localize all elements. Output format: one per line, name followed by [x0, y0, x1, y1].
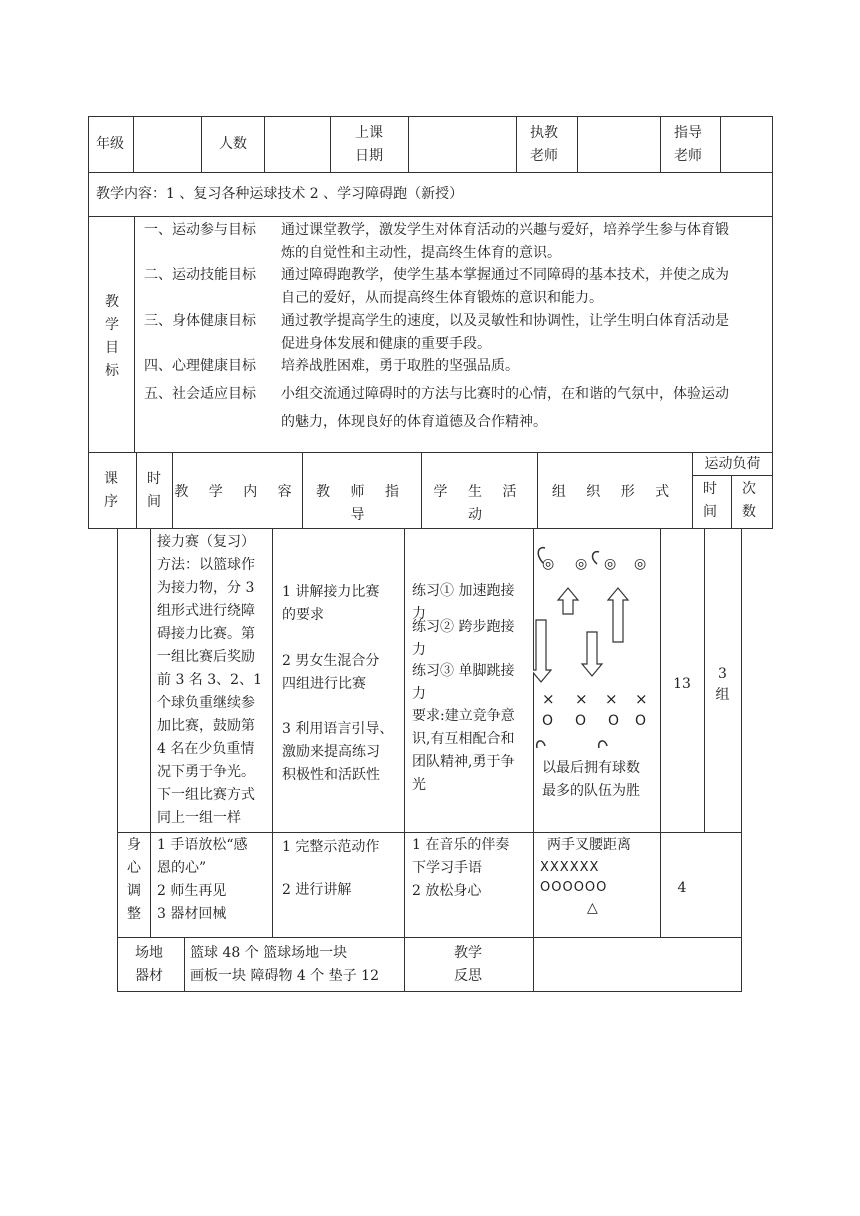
reflection-label: 反思 — [454, 968, 482, 984]
relay-student-line: 练习② 跨步跑接 — [412, 619, 515, 635]
col-organization: 组 织 形 式 — [551, 484, 678, 500]
date-label-line2: 日期 — [355, 148, 383, 164]
relax-formation-line: OOOOOO — [540, 880, 608, 895]
col-load-count: 次 — [742, 481, 756, 497]
up-arrow-icon — [558, 588, 578, 614]
relay-content-line: 碍接力比赛。第 — [157, 626, 255, 642]
relax-content-line: 3 器材回械 — [157, 906, 227, 922]
relay-content-line: 方法：以篮球作 — [157, 557, 255, 573]
relax-content-line: 2 师生再见 — [157, 883, 227, 899]
teacher-label-line2: 老师 — [530, 148, 558, 164]
relay-teacher-line: 积极性和活跃性 — [282, 767, 380, 783]
obstacle-mark: ◎ — [542, 556, 555, 572]
relay-teacher-line: 1 讲解接力比赛 — [282, 584, 380, 600]
relay-load-count: 组 — [715, 687, 730, 703]
obstacle-mark: ◎ — [575, 556, 588, 572]
relay-student-line: 力 — [412, 642, 426, 658]
reflection-label: 教学 — [454, 945, 482, 961]
objectives-label-char: 目 — [105, 340, 119, 356]
obstacle-mark: ◎ — [604, 556, 617, 572]
relax-student-line: 下学习手语 — [412, 860, 482, 876]
relay-teacher-line: 四组进行比赛 — [282, 676, 366, 692]
relay-load-count: 3 — [718, 666, 727, 682]
player-o-mark: O — [635, 713, 647, 729]
relay-teacher-line: 2 男女生混合分 — [282, 653, 380, 669]
down-arrow-icon — [582, 632, 602, 676]
venue-label: 场地 — [135, 945, 163, 961]
relax-student-line: 2 放松身心 — [412, 883, 482, 899]
date-label-line1: 上课 — [355, 125, 383, 141]
relax-label-char: 调 — [127, 883, 141, 899]
relay-content-line: 前 3 名 3、2、1 — [157, 672, 262, 688]
teacher-triangle-icon: △ — [587, 900, 598, 916]
relay-content-line: 为接力物，分 3 — [157, 580, 255, 596]
relay-content-line: 同上一组一样 — [157, 810, 241, 826]
col-load-time: 时 — [703, 481, 717, 497]
col-sequence: 课 — [104, 471, 118, 487]
relax-teacher-line: 2 进行讲解 — [282, 882, 352, 898]
guide-label-line1: 指导 — [674, 125, 702, 141]
relay-student-line: 要求:建立竞争意 — [412, 708, 515, 724]
player-x-mark: × — [575, 690, 588, 708]
relay-teacher-line: 3 利用语言引导、 — [282, 721, 394, 737]
relay-content-line: 下一组比赛方式 — [157, 787, 255, 803]
objectives-label-char: 标 — [105, 363, 119, 379]
relay-teacher-line: 激励来提高练习 — [282, 744, 380, 760]
relax-formation-line: 两手叉腰距离 — [547, 837, 631, 853]
relax-load-time: 4 — [677, 880, 687, 896]
relay-content-line: 加比赛，鼓励第 — [157, 718, 255, 734]
relay-teacher-line: 的要求 — [282, 607, 324, 623]
objective-text: 自己的爱好，从而提高终生体育锻炼的意识和能力。 — [281, 290, 603, 306]
venue-label: 器材 — [135, 968, 163, 984]
col-content: 教 学 内 容 — [174, 484, 300, 500]
relay-student-line: 识,有互相配合和 — [412, 731, 515, 747]
objective-text: 通过障碍跑教学，使学生基本掌握通过不同障碍的基本技术，并使之成为 — [281, 267, 729, 283]
venue-equipment: 画板一块 障碍物 4 个 垫子 12 — [190, 968, 379, 984]
relax-content-line: 1 手语放松“感 — [157, 837, 248, 853]
relax-content-line: 恩的心” — [157, 860, 207, 876]
relay-student-line: 光 — [412, 777, 426, 793]
col-student: 学 生 活 动 — [433, 484, 525, 523]
turn-arrow-icon — [537, 741, 545, 748]
relay-student-line: 练习① 加速跑接 — [412, 583, 515, 599]
formation-caption: 以最后拥有球数 — [542, 760, 640, 776]
guide-label-line2: 老师 — [674, 148, 702, 164]
player-o-mark: O — [575, 713, 587, 729]
player-x-mark: × — [542, 690, 555, 708]
formation-caption: 最多的队伍为胜 — [542, 783, 640, 799]
col-teacher: 教 师 指 导 — [316, 484, 407, 523]
relax-label-char: 身 — [127, 837, 141, 853]
objective-text: 促进身体发展和健康的重要手段。 — [281, 336, 491, 352]
teaching-content: 教学内容：1 、复习各种运球技术 2 、学习障碍跑（新授） — [96, 186, 464, 202]
turn-arrow-icon — [599, 741, 607, 748]
relax-formation-line: XXXXXX — [540, 860, 600, 875]
relay-content-line: 组形式进行绕障 — [157, 603, 255, 619]
relay-content-line: 接力赛（复习） — [157, 534, 255, 550]
objective-text: 小组交流通过障碍时的方法与比赛时的心情，在和谐的气氛中，体验运动 — [281, 386, 729, 402]
relax-label-char: 心 — [127, 860, 141, 876]
up-arrow-icon — [608, 588, 628, 642]
relay-student-line: 团队精神,勇于争 — [412, 754, 515, 770]
relay-student-line: 力 — [412, 686, 426, 702]
objectives-label-char: 学 — [105, 317, 119, 333]
relay-content-line: 一组比赛后奖励 — [157, 649, 255, 665]
col-load-time: 间 — [703, 504, 717, 520]
relay-content-line: 况下勇于争光。 — [157, 764, 255, 780]
col-time: 间 — [147, 494, 161, 510]
relay-student-line: 练习③ 单脚跳接 — [412, 663, 515, 679]
relay-content-line: 个球负重继续参 — [157, 695, 255, 711]
relay-content-line: 4 名在少负重情 — [157, 741, 255, 757]
player-o-mark: O — [542, 713, 554, 729]
objective-text: 通过教学提高学生的速度，以及灵敏性和协调性，让学生明白体育活动是 — [281, 313, 729, 329]
relax-teacher-line: 1 完整示范动作 — [282, 839, 380, 855]
relax-student-line: 1 在音乐的伴奏 — [412, 837, 510, 853]
col-sequence: 序 — [104, 494, 118, 510]
venue-equipment: 篮球 48 个 篮球场地一块 — [190, 945, 348, 961]
objective-title: 四、心理健康目标 — [144, 358, 256, 374]
objective-title: 三、身体健康目标 — [144, 313, 256, 329]
teacher-label-line1: 执教 — [530, 125, 558, 141]
grade-label: 年级 — [96, 136, 124, 152]
objective-title: 二、运动技能目标 — [144, 267, 256, 283]
objective-title: 五、社会适应目标 — [144, 386, 256, 402]
col-load-count: 数 — [742, 504, 756, 520]
player-x-mark: × — [635, 690, 648, 708]
relax-label-char: 整 — [127, 906, 141, 922]
player-x-mark: × — [605, 690, 618, 708]
objective-text: 通过课堂教学，激发学生对体育活动的兴趣与爱好，培养学生参与体育锻 — [281, 222, 729, 238]
objective-text: 的魅力，体现良好的体育道德及合作精神。 — [281, 414, 547, 430]
col-load: 运动负荷 — [704, 456, 761, 472]
objective-text: 炼的自觉性和主动性，提高终生体育的意识。 — [281, 245, 561, 261]
col-time: 时 — [147, 471, 161, 487]
turn-arrow-icon — [593, 552, 599, 564]
count-label: 人数 — [219, 136, 247, 152]
player-o-mark: O — [608, 713, 620, 729]
down-arrow-icon — [533, 620, 551, 682]
objectives-label-char: 教 — [105, 294, 119, 310]
objective-title: 一、运动参与目标 — [144, 222, 256, 238]
relay-load-time: 13 — [673, 676, 691, 692]
obstacle-mark: ◎ — [634, 556, 647, 572]
relay-student-line: 力 — [412, 606, 426, 622]
objective-text: 培养战胜困难，勇于取胜的坚强品质。 — [281, 358, 519, 374]
